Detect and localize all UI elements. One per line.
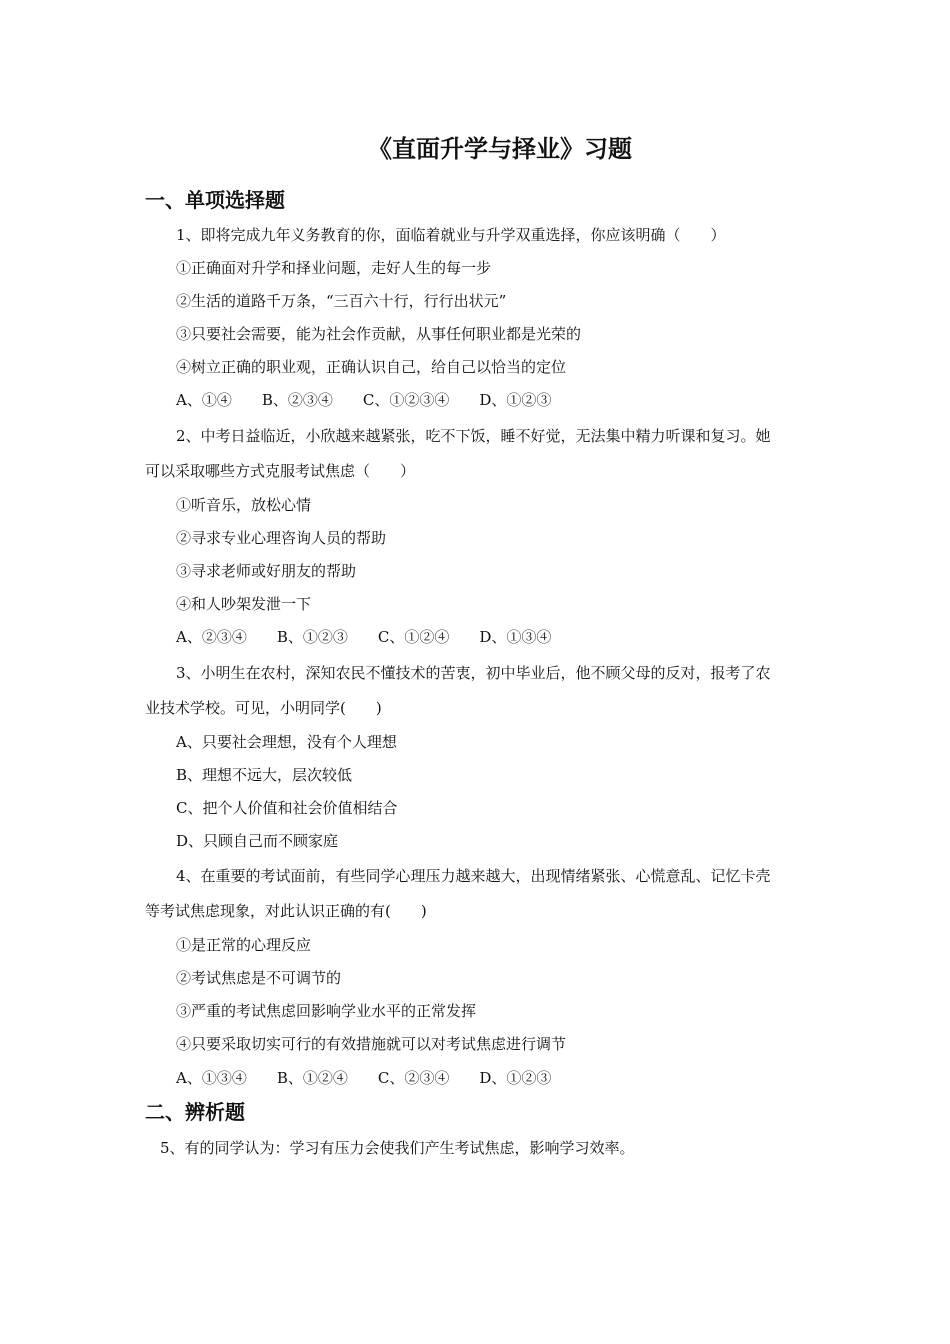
question-3-option: D、只顾自己而不顾家庭 (176, 832, 339, 850)
section-heading-single-choice: 一、单项选择题 (145, 188, 285, 212)
question-4-stem: 4、在重要的考试面前，有些同学心理压力越来越大，出现情绪紧张、心慌意乱、记忆卡壳 (176, 867, 771, 885)
question-2-item: ④和人吵架发泄一下 (176, 595, 312, 613)
question-1-options: A、①④ B、②③④ C、①②③④ D、①②③ (176, 391, 552, 409)
question-4-stem-continued: 等考试焦虑现象，对此认识正确的有( ) (145, 902, 427, 920)
question-3-stem-continued: 业技术学校。可见，小明同学( ) (145, 699, 382, 717)
question-1-item: ②生活的道路千万条，“三百六十行，行行出状元” (176, 292, 507, 310)
question-1-item: ①正确面对升学和择业问题，走好人生的每一步 (176, 259, 492, 277)
question-4-item: ③严重的考试焦虑回影响学业水平的正常发挥 (176, 1002, 477, 1020)
question-5-stem: 5、有的同学认为：学习有压力会使我们产生考试焦虑，影响学习效率。 (160, 1139, 635, 1157)
question-1-item: ③只要社会需要，能为社会作贡献，从事任何职业都是光荣的 (176, 325, 582, 343)
question-4-item: ①是正常的心理反应 (176, 936, 312, 954)
question-3-option: A、只要社会理想，没有个人理想 (176, 733, 397, 751)
section-heading-analysis: 二、辨析题 (145, 1100, 245, 1124)
question-2-options: A、②③④ B、①②③ C、①②④ D、①③④ (176, 628, 552, 646)
question-2-item: ②寻求专业心理咨询人员的帮助 (176, 529, 387, 547)
question-1-item: ④树立正确的职业观，正确认识自己，给自己以恰当的定位 (176, 358, 567, 376)
question-1-stem: 1、即将完成九年义务教育的你，面临着就业与升学双重选择，你应该明确（ ） (176, 226, 726, 244)
page-title: 《直面升学与择业》习题 (368, 135, 632, 163)
question-3-option: C、把个人价值和社会价值相结合 (176, 799, 398, 817)
question-2-item: ①听音乐，放松心情 (176, 496, 312, 514)
question-2-stem: 2、中考日益临近，小欣越来越紧张，吃不下饭，睡不好觉，无法集中精力听课和复习。她 (176, 427, 771, 445)
question-3-stem: 3、小明生在农村，深知农民不懂技术的苦衷，初中毕业后，他不顾父母的反对，报考了农 (176, 664, 771, 682)
question-2-stem-continued: 可以采取哪些方式克服考试焦虑（ ） (145, 462, 416, 480)
question-3-option: B、理想不远大，层次较低 (176, 766, 353, 784)
question-2-item: ③寻求老师或好朋友的帮助 (176, 562, 357, 580)
question-4-item: ②考试焦虑是不可调节的 (176, 969, 342, 987)
question-4-options: A、①③④ B、①②④ C、②③④ D、①②③ (176, 1069, 552, 1087)
question-4-item: ④只要采取切实可行的有效措施就可以对考试焦虑进行调节 (176, 1035, 567, 1053)
